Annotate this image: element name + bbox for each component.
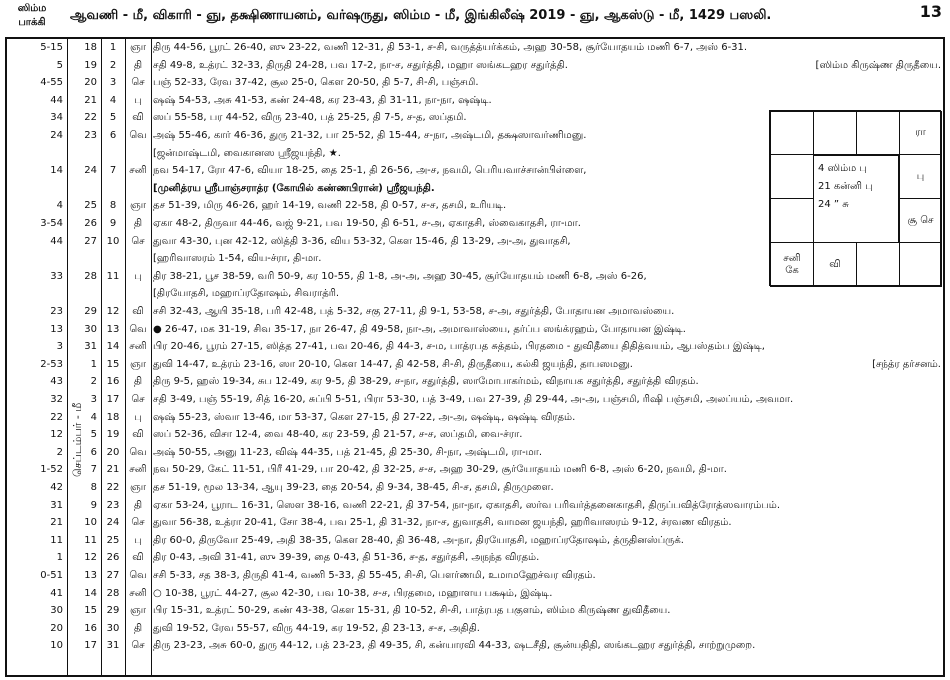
panchang-details: ஸப் 52-36, விசா 12-4, வை 48-40, கர 23-59, தி 21-57, ச-ச, ஸப்தமி, வை-ச்ரா.: [153, 429, 523, 441]
table-row: [7, 567, 943, 585]
simha-balance: 22: [50, 411, 63, 423]
panchang-details: திரு 44-56, பூரட் 26-40, ஸு 23-22, வணி 12-31, தி 53-1, ச-சி, வருத்த்யர்க்கம், அஹ 30-58, சூர்யோதயம் மணி 6-7, அஸ் 6-31.: [153, 42, 748, 53]
table-row: [7, 321, 943, 339]
panchang-details: துவா 56-38, உத்ரா 20-41, சோ 38-4, பவ 25-1, தி 31-32, நா-ச, துவாதசி, வாமன ஜயந்தி, ஹரிவாஸரம் 9-12, ச்ரவண விரதம்.: [153, 517, 732, 529]
simha-balance: 44: [50, 94, 63, 106]
weekday: சனி: [129, 341, 147, 353]
simha-balance: 41: [50, 587, 63, 599]
weekday: பு: [134, 94, 142, 106]
panchang-details: அஷ் 55-46, கார் 46-36, துரு 21-32, பா 25-52, தி 15-44, ச-நா, அஷ்டமி, தக்ஷஸாவர்ணிமனு.: [153, 130, 587, 141]
table-row: [7, 338, 943, 356]
tamil-date: 8: [109, 200, 117, 212]
english-date: 2: [90, 376, 97, 388]
table-row: [7, 585, 943, 603]
table-row: [7, 39, 943, 57]
english-date: 11: [84, 534, 97, 546]
simha-balance: 2: [56, 446, 63, 458]
horoscope-chart: [769, 110, 941, 286]
tamil-date: 13: [106, 323, 120, 335]
header-left-label: [2, 2, 62, 30]
english-date: 27: [84, 235, 97, 247]
weekday: ஞா: [130, 605, 146, 617]
weekday: வி: [132, 552, 144, 564]
weekday: வெ: [129, 446, 147, 458]
chart-cell-top-right: ரா: [899, 111, 942, 155]
weekday: சனி: [129, 165, 147, 177]
panchang-details: அஷ் 50-55, அனு 11-23, விஷ் 44-35, பத் 21-45, தி 25-30, சி-நா, அஷ்டமி, ரா-மா.: [153, 446, 543, 458]
table-row: [7, 391, 943, 409]
page-number: 13: [919, 2, 942, 21]
panchang-details: ஸப் 55-58, பர 44-52, விரு 23-40, பத் 25-25, தி 7-5, ச-த, ஸப்தமி.: [153, 112, 467, 124]
panchang-details: திரு 23-23, அசு 60-0, துரு 44-12, பத் 23-23, தி 49-35, சி, கன்யாரவி 44-33, ஷடசீதி, சூன்யதிதி, ஸங்கடஹர சதுர்த்தி, சாற்றுமுறை.: [153, 640, 756, 652]
chart-center-line: 24 ” சு: [818, 199, 849, 210]
panchang-details: திர 0-43, அவி 31-41, ஸு 39-39, தை 0-43, தி 51-36, ச-த, சதுர்தசி, அநந்த விரதம்.: [153, 552, 540, 564]
weekday: வெ: [129, 323, 147, 335]
simha-balance: 34: [50, 112, 63, 124]
simha-balance: 24: [50, 130, 63, 141]
english-date: 18: [84, 42, 97, 53]
tamil-date: 21: [106, 464, 120, 476]
panchang-details: [ஹரிவாஸரம் 1-54, விய-ச்ரா, தி-மா.: [153, 253, 322, 265]
tamil-date: 29: [106, 605, 120, 617]
english-date: 25: [84, 200, 97, 212]
panchang-details: திர 38-21, பூச 38-59, வரி 50-9, கர 10-55, தி 1-8, அ-அ, அஹ 30-45, சூர்யோதயம் மணி 6-8, அஸ் 6-26,: [153, 270, 647, 282]
panchang-details: பிர 15-31, உத்ரட் 50-29, கண் 43-38, கௌ 15-31, தி 10-52, சி-சி, பாத்ரபத பகுளம், ஸிம்ம கிருஷ்ண துவிதீயை.: [153, 605, 671, 617]
chart-cell: [770, 111, 814, 155]
english-date: 13: [84, 570, 97, 581]
tamil-date: 31: [106, 640, 120, 652]
tamil-date: 30: [106, 622, 120, 634]
panchang-details: சசி 5-33, சத 38-3, திருதி 41-4, வணி 5-33, தி 55-45, சி-சி, பௌர்ணமி, உமாமஹேச்வர விரதம்.: [153, 570, 596, 581]
english-date: 23: [84, 130, 97, 141]
tamil-date: 10: [106, 235, 120, 247]
table-row: [7, 549, 943, 567]
weekday: சனி: [129, 464, 147, 476]
panchang-details: சசி 32-43, ஆயி 35-18, பரி 42-48, பத் 5-32, சகு 27-11, தி 9-1, 53-58, ச-அ, சதுர்த்தி, போதாயன அமாவஸ்யை.: [153, 306, 675, 317]
tamil-date: 2: [109, 59, 117, 71]
english-date: 15: [84, 605, 97, 617]
chart-bottom-left-text: சனி: [783, 252, 801, 264]
weekday: ஞா: [130, 358, 146, 370]
table-row: [7, 620, 943, 638]
weekday: செ: [131, 235, 145, 247]
weekday: பு: [134, 534, 142, 546]
weekday: தி: [133, 499, 143, 511]
weekday: செ: [131, 77, 145, 89]
panchang-details: சதி 3-49, பஞ் 55-19, சித் 16-20, சுப்பி 5-51, பிரா 53-30, பத் 3-49, பவ 27-39, தி 29-44, அ-அ, பஞ்சமி, ரிஷி பஞ்சமி, அலப்யம், அவமா.: [153, 394, 794, 405]
tamil-date: 7: [109, 165, 117, 177]
panchang-details: நவ 50-29, கேட் 11-51, பிரீ 41-29, பா 20-42, தி 32-25, ச-ச, அஹ 30-29, சூர்யோதயம் மணி 6-8, அஸ் 6-20, நவமி, தி-மா.: [153, 464, 727, 476]
header-left-line2: பாக்கி: [18, 17, 46, 28]
weekday: செ: [131, 640, 145, 652]
simha-balance: 14: [50, 165, 63, 177]
tamil-date: 6: [109, 130, 117, 141]
english-date: 24: [84, 165, 97, 177]
english-date: 14: [84, 587, 97, 599]
english-date: 9: [90, 499, 97, 511]
panchang-details: தச 51-39, மிரு 46-26, ஹர் 14-19, வணி 22-58, தி 0-57, ச-ச, தசமி, உரியடி.: [153, 200, 507, 212]
english-date: 4: [90, 411, 97, 423]
page-title: ஆவணி - மீ, விகாரி - ஞு, தக்ஷிணாயனம், வர்ஷருது, ஸிம்ம - மீ, இங்கிலீஷ் 2019 - ஞு, ஆகஸ்டு - மீ, 1429 பஸலி.: [70, 8, 772, 23]
table-row: [7, 532, 943, 550]
table-row: [7, 92, 943, 110]
weekday: ஞா: [130, 200, 146, 212]
weekday: பு: [134, 270, 142, 282]
english-date: 1: [90, 358, 97, 370]
weekday: வெ: [129, 130, 147, 141]
weekday: தி: [133, 218, 143, 229]
chart-cell: [770, 154, 814, 199]
table-row: [7, 426, 943, 444]
weekday: வி: [132, 306, 144, 317]
panchang-details: நவ 54-17, ரோ 47-6, வியா 18-25, தை 25-1, தி 26-56, அ-ச, நவமி, பெரியவாச்சான்பிள்ளை,: [153, 165, 587, 177]
simha-balance: 0-51: [40, 570, 63, 581]
english-date: 22: [84, 112, 97, 124]
tamil-date: 19: [106, 429, 120, 441]
weekday: ஞா: [130, 42, 146, 53]
english-date: 16: [84, 622, 97, 634]
simha-balance: 11: [50, 534, 63, 546]
table-row: [7, 444, 943, 462]
panchang-details: ஏகா 53-24, பூராட 16-31, ஸௌ 38-16, வணி 22-21, தி 37-54, நா-நா, ஏகாதசி, ஸர்வ பரிவர்த்தனைகாதசி, திருப்பவித்ரோத்ஸவாரம்பம்.: [153, 499, 781, 511]
chart-center-line: 21 கன்னி பு: [818, 181, 873, 192]
panchang-note: [சந்த்ர தர்சனம்.: [872, 358, 941, 370]
simha-balance: 5-15: [40, 42, 63, 53]
panchang-details: [முனித்ரய ஸ்ரீபாஞ்சராத்ர (கோயில் கண்ணபிரான்) ஸ்ரீஜயந்தி.: [153, 182, 435, 194]
tamil-date: 23: [106, 499, 120, 511]
weekday: பு: [134, 411, 142, 423]
panchang-details: [திரயோதசி, மஹாப்ரதோஷம், சிவராத்ரி.: [153, 288, 340, 300]
panchang-details: திரு 9-5, ஹஸ் 19-34, சுப 12-49, கர 9-5, தி 38-29, ச-நா, சதுர்த்தி, ஸாமோபாகர்மம், விநாயக சதுர்த்தி, சதுர்த்தி விரதம்.: [153, 376, 699, 388]
english-date: 29: [84, 306, 97, 317]
simha-balance: 4: [56, 200, 63, 212]
weekday: வெ: [129, 570, 147, 581]
english-date: 19: [84, 59, 97, 71]
simha-balance: 5: [56, 59, 63, 71]
english-date: 31: [84, 341, 97, 353]
simha-balance: 23: [50, 306, 63, 317]
weekday: சனி: [129, 587, 147, 599]
tamil-date: 26: [106, 552, 120, 564]
tamil-date: 27: [106, 570, 120, 581]
table-row: [7, 373, 943, 391]
chart-cell-bottom-mid: வி: [813, 242, 857, 287]
table-row: [7, 285, 943, 303]
panchang-details: பிர 20-46, பூரம் 27-15, ஸித்த 27-41, பவ 20-46, தி 44-3, ச-ம, பாத்ரபத சுத்தம், பிரதமை - துவிதீயை திதித்வயம், ஆபஸ்தம்ப இஷ்டி,: [153, 341, 765, 353]
table-row: [7, 602, 943, 620]
english-date: 20: [84, 77, 97, 89]
tamil-date: 25: [106, 534, 120, 546]
tamil-date: 3: [109, 77, 117, 89]
panchang-details: ● 26-47, மக 31-19, சிவ 35-17, நா 26-47, தி 49-58, நா-அ, அமாவாஸ்யை, தர்ப்ப ஸங்க்ரஹம், போதாயன இஷ்டி.: [153, 323, 686, 335]
weekday: தி: [133, 622, 143, 634]
panchang-details: பஞ் 52-33, ரேவ 37-42, சூல 25-0, கௌ 20-50, தி 5-7, சி-சி, பஞ்சமி.: [153, 77, 479, 89]
english-date: 12: [84, 552, 97, 564]
english-date: 3: [90, 394, 97, 405]
chart-cell: [856, 111, 900, 155]
english-date: 26: [84, 218, 97, 229]
table-row: [7, 514, 943, 532]
chart-cell-right-mid: பு: [899, 154, 942, 199]
table-row: [7, 57, 943, 75]
english-date: 5: [90, 429, 97, 441]
english-date: 17: [84, 640, 97, 652]
tamil-date: 15: [106, 358, 120, 370]
table-row: [7, 461, 943, 479]
english-date: 6: [90, 446, 97, 458]
weekday: செ: [131, 517, 145, 529]
panchang-details: துவா 43-30, புன 42-12, ஸித்தி 3-36, விய 53-32, கௌ 15-46, தி 13-29, அ-அ, துவாதசி,: [153, 235, 571, 247]
simha-balance: 20: [50, 622, 63, 634]
tamil-date: 1: [109, 42, 117, 53]
weekday: வி: [132, 112, 144, 124]
panchang-details: திர 60-0, திருவோ 25-49, அதி 38-35, கௌ 28-40, தி 36-48, அ-நா, திரயோதசி, மஹாப்ரதோஷம், த்ருதினஸ்ப்ருக்.: [153, 534, 684, 546]
tamil-date: 11: [106, 270, 120, 282]
tamil-date: 9: [109, 218, 117, 229]
panchang-note: [ஸிம்ம கிருஷ்ண திருதீயை.: [815, 59, 941, 71]
tamil-date: 5: [109, 112, 117, 124]
simha-balance: 44: [50, 235, 63, 247]
english-date: 21: [84, 94, 97, 106]
chart-cell: [899, 242, 942, 287]
simha-balance: 13: [50, 323, 63, 335]
panchang-details: ஏகா 48-2, திருவா 44-46, வஜ் 9-21, பவ 19-50, தி 6-51, ச-அ, ஏகாதசி, ஸ்வைகாதசி, ரா-மா.: [153, 218, 581, 229]
panchang-details: [ஜன்மாஷ்டமி, வைகானஸ ஸ்ரீஜயந்தி, ★.: [153, 147, 341, 159]
tamil-date: 16: [106, 376, 120, 388]
table-row: [7, 303, 943, 321]
weekday: தி: [133, 376, 143, 388]
chart-cell: [856, 242, 900, 287]
table-row: [7, 356, 943, 374]
simha-balance: 33: [50, 270, 63, 282]
panchang-details: ஷஷ் 55-23, ஸ்வா 13-46, மா 53-37, கௌ 27-15, தி 27-22, அ-அ, ஷஷ்டி, ஷஷ்டி விரதம்.: [153, 411, 576, 423]
tamil-date: 22: [106, 482, 120, 493]
chart-center: [813, 155, 899, 243]
table-row: [7, 637, 943, 655]
table-row: [7, 479, 943, 497]
panchang-details: சதி 49-8, உத்ரட் 32-33, திருதி 24-28, பவ 17-2, நா-ச, சதுர்த்தி, மஹா ஸங்கடஹர சதுர்த்தி. [ஸிம்ம கிருஷ்ண திருதீயை.: [153, 57, 941, 75]
tamil-date: 4: [109, 94, 117, 106]
simha-balance: 21: [50, 517, 63, 529]
month-vertical-label: செப்டம்பர் - மீ: [71, 402, 84, 478]
tamil-date: 24: [106, 517, 120, 529]
simha-balance: 2-53: [40, 358, 63, 370]
tamil-date: 12: [106, 306, 120, 317]
english-date: 7: [90, 464, 97, 476]
chart-cell: [813, 111, 857, 155]
english-date: 10: [84, 517, 97, 529]
table-row: [7, 74, 943, 92]
weekday: செ: [131, 394, 145, 405]
simha-balance: 1-52: [40, 464, 63, 476]
simha-balance: 42: [50, 482, 63, 493]
simha-balance: 31: [50, 499, 63, 511]
simha-balance: 1: [56, 552, 63, 564]
chart-bottom-left-text2: கே: [785, 264, 799, 276]
simha-balance: 4-55: [40, 77, 63, 89]
chart-cell-right-low: சூ செ: [899, 198, 942, 243]
table-row: [7, 497, 943, 515]
simha-balance: 3-54: [40, 218, 63, 229]
panchang-details: துவி 19-52, ரேவ 55-57, விரு 44-19, கர 19-52, தி 23-13, ச-ச, அதிதி.: [153, 622, 480, 634]
chart-cell: [770, 198, 814, 243]
simha-balance: 43: [50, 376, 63, 388]
simha-balance: 30: [50, 605, 63, 617]
chart-center-line: 4 ஸிம்ம பு: [818, 163, 867, 174]
panchang-details: தச 51-19, மூல 13-34, ஆயு 39-23, தை 20-54, தி 9-34, 38-45, சி-ச, தசமி, திருமுளை.: [153, 482, 554, 493]
simha-balance: 32: [50, 394, 63, 405]
page-header: [0, 0, 950, 36]
tamil-date: 14: [106, 341, 120, 353]
chart-cell-bottom-left: [770, 242, 814, 287]
tamil-date: 18: [106, 411, 120, 423]
panchang-details: ஷஷ் 54-53, அசு 41-53, கண் 24-48, கர 23-43, தி 31-11, நா-நா, ஷஷ்டி.: [153, 94, 492, 106]
tamil-date: 28: [106, 587, 120, 599]
english-date: 28: [84, 270, 97, 282]
table-row: [7, 409, 943, 427]
simha-balance: 12: [50, 429, 63, 441]
english-date: 30: [84, 323, 97, 335]
panchang-details: ○ 10-38, பூரட் 44-27, சூல 42-30, பவ 10-38, ச-ச, பிரதமை, மஹாளய பக்ஷம், இஷ்டி.: [153, 587, 553, 599]
panchang-details: துவி 14-47, உத்ரம் 23-16, ஸா 20-10, கௌ 14-47, தி 42-58, சி-சி, திருதீயை, கல்கி ஜயந்தி, தாபஸமனு. [சந்த்ர தர்சனம்.: [153, 356, 941, 374]
header-left-line1: ஸிம்ம: [17, 3, 47, 14]
tamil-date: 17: [106, 394, 120, 405]
tamil-date: 20: [106, 446, 120, 458]
weekday: ஞா: [130, 482, 146, 493]
simha-balance: 3: [56, 341, 63, 353]
english-date: 8: [90, 482, 97, 493]
weekday: வி: [132, 429, 144, 441]
weekday: தி: [133, 59, 143, 71]
simha-balance: 10: [50, 640, 63, 652]
